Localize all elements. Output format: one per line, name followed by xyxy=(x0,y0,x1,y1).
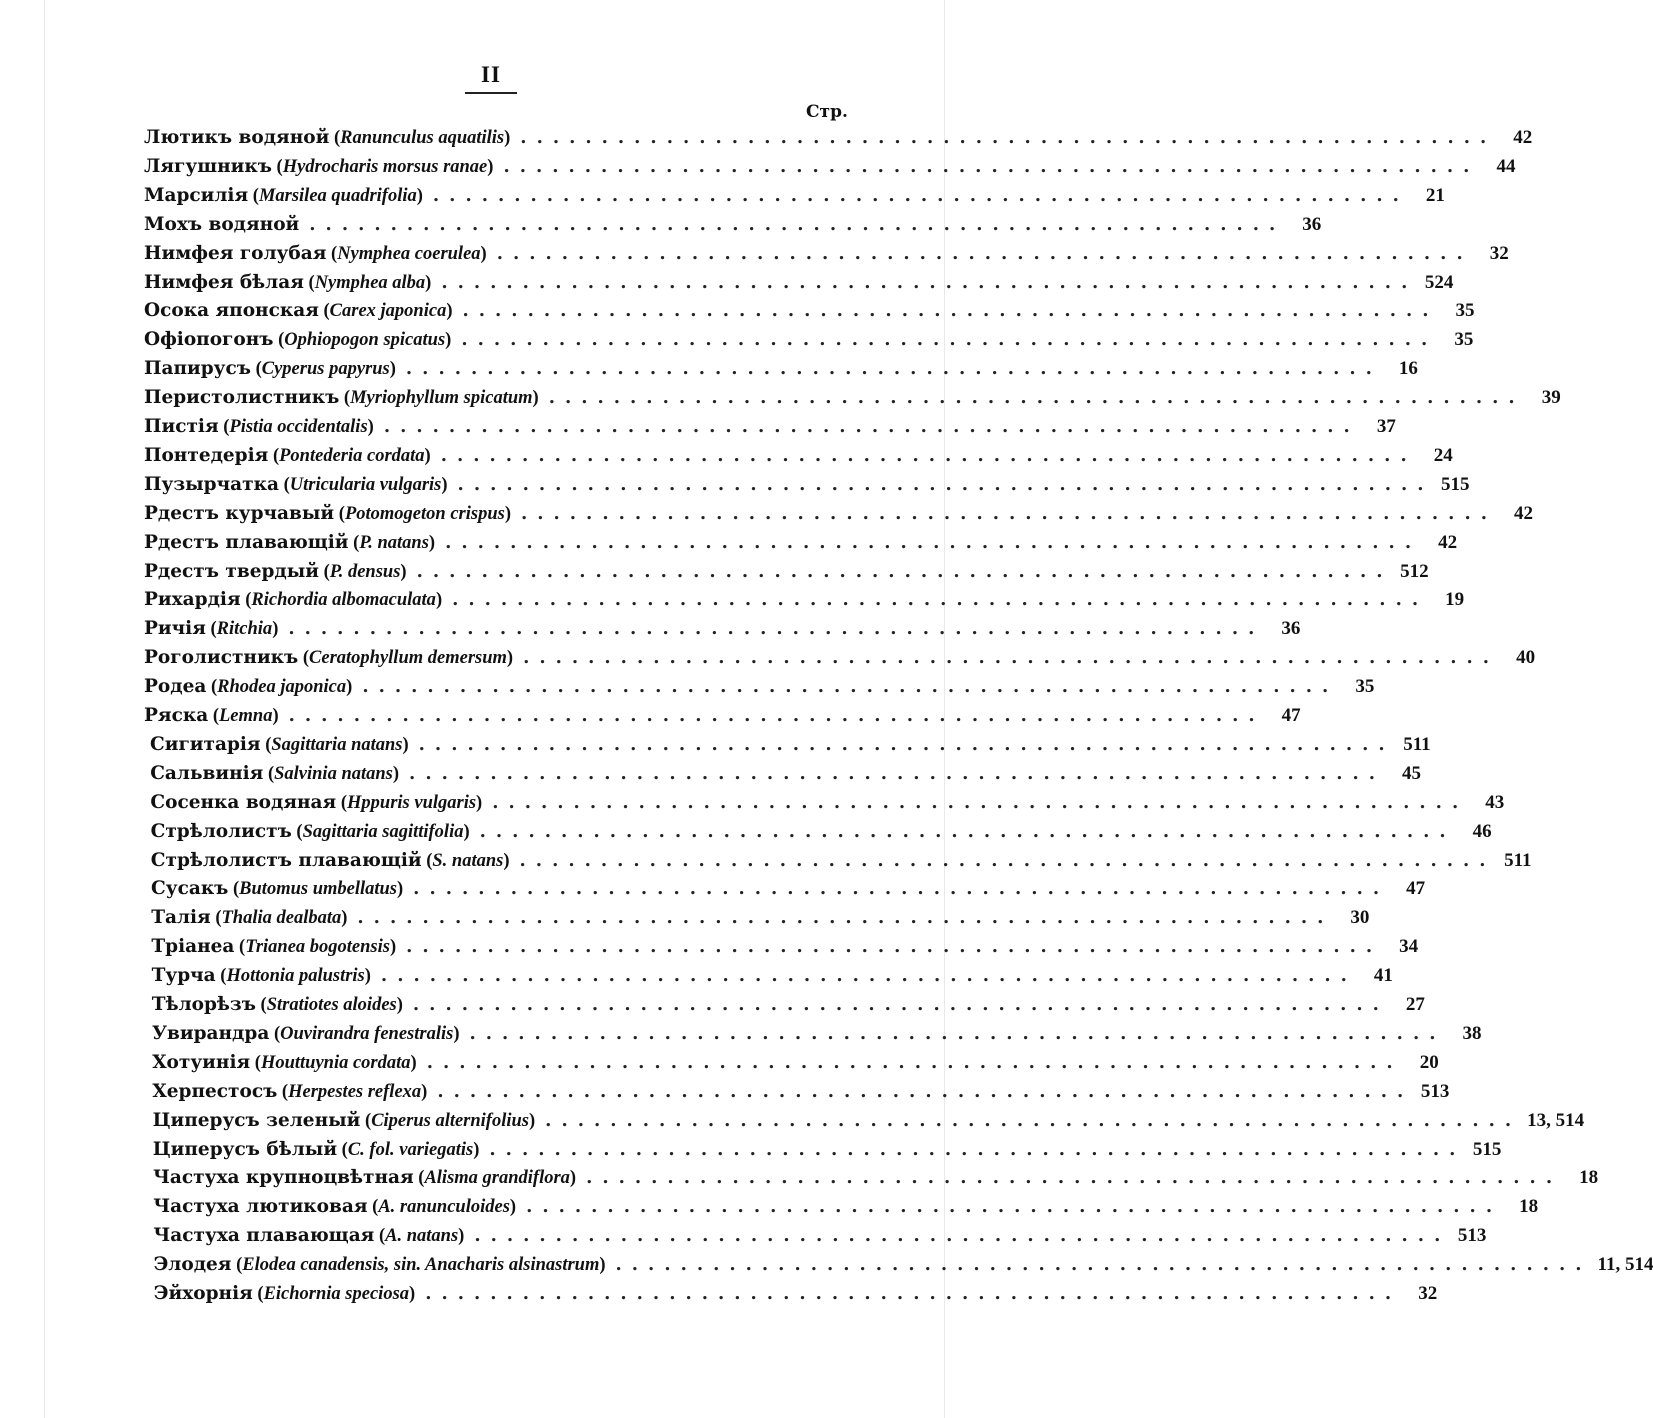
paren-close: ) xyxy=(509,1197,517,1218)
entry-latin-name: Utricularia vulgaris xyxy=(289,474,442,495)
index-entry xyxy=(153,1222,1487,1250)
paren-open: ( xyxy=(421,850,433,871)
paren-open: ( xyxy=(268,445,280,466)
dot-leader: ............................................................ xyxy=(409,762,1386,784)
entry-latin-name: Nymphea coerulea xyxy=(337,243,481,264)
dot-leader: ............................................................ xyxy=(489,1138,1466,1160)
entry-page-number: 11, 514 xyxy=(1597,1254,1653,1276)
paren-open: ( xyxy=(210,908,222,929)
paren-close: ) xyxy=(453,1023,460,1044)
index-entry xyxy=(150,731,1431,759)
entry-page-number: 35 xyxy=(1455,300,1475,322)
paren-open: ( xyxy=(208,706,219,726)
paren-open: ( xyxy=(271,156,283,177)
entry-russian-name: Тѣлорѣзъ xyxy=(151,994,256,1015)
entry-russian-name: Хотуинія xyxy=(152,1051,251,1073)
index-entry xyxy=(151,962,1393,990)
entry-latin-name: Sagittaria natans xyxy=(271,734,403,755)
paren-open: ( xyxy=(248,185,259,206)
dot-leader: ............................................................ xyxy=(523,647,1500,669)
index-entry xyxy=(144,529,1458,557)
index-entry xyxy=(152,1107,1585,1135)
dot-leader: ............................................................ xyxy=(548,387,1525,409)
entry-russian-name: Стрѣлолистъ xyxy=(150,820,292,842)
paren-close: ) xyxy=(346,677,353,698)
entry-page-number: 21 xyxy=(1425,184,1445,206)
entry-russian-name: Мохъ водяной xyxy=(144,213,300,235)
entry-page-number: 40 xyxy=(1516,647,1536,669)
entry-page-number: 36 xyxy=(1302,213,1322,235)
paren-close: ) xyxy=(529,1110,536,1131)
entry-latin-name: S. natans xyxy=(432,850,504,871)
entry-russian-name: Сосенка водяная xyxy=(150,791,337,813)
paren-open: ( xyxy=(360,1110,372,1131)
paren-close: ) xyxy=(367,417,374,437)
paren-open: ( xyxy=(278,474,290,495)
entry-russian-name: Понтедерія xyxy=(144,444,269,466)
entry-russian-name: Сальвинія xyxy=(150,762,264,784)
paren-open: ( xyxy=(339,388,351,409)
entry-russian-name: Лягушникъ xyxy=(144,155,272,177)
dot-leader: ............................................................ xyxy=(526,1196,1503,1218)
paren-close: ) xyxy=(389,359,396,380)
dot-leader: ............................................................ xyxy=(469,1022,1446,1044)
paren-open: ( xyxy=(367,1197,379,1218)
entry-russian-name: Частуха плавающая xyxy=(153,1225,375,1247)
paren-open: ( xyxy=(252,1284,264,1304)
paren-close: ) xyxy=(503,850,510,871)
entry-latin-name: Marsilea quadrifolia xyxy=(258,185,417,206)
entry-latin-name: Richordia albomaculata xyxy=(251,590,436,611)
entry-latin-name: Houttuynia cordata xyxy=(260,1052,411,1073)
index-entry xyxy=(144,673,1375,701)
entry-russian-name: Осока японская xyxy=(144,300,319,322)
index-entry xyxy=(151,991,1425,1019)
entry-page-number: 47 xyxy=(1281,705,1301,726)
index-entry xyxy=(151,875,1426,903)
entry-russian-name: Нимфея бѣлая xyxy=(144,271,304,293)
entry-latin-name: Trianea bogotensis xyxy=(245,937,390,958)
entry-russian-name: Рихардія xyxy=(144,589,241,611)
dot-leader: ............................................................ xyxy=(418,733,1395,755)
dot-leader: ............................................................ xyxy=(445,531,1422,553)
paren-open: ( xyxy=(348,532,360,553)
entry-page-number: 20 xyxy=(1419,1051,1439,1073)
paren-close: ) xyxy=(396,995,403,1015)
paren-open: ( xyxy=(298,648,310,669)
paren-close: ) xyxy=(435,590,443,611)
entry-russian-name: Ричія xyxy=(144,618,206,640)
dot-leader: ............................................................ xyxy=(503,155,1480,177)
entry-latin-name: Sagittaria sagittifolia xyxy=(302,821,464,842)
entry-latin-name: Eichornia speciosa xyxy=(263,1284,410,1304)
paren-open: ( xyxy=(336,792,348,813)
entry-latin-name: Hottonia palustris xyxy=(226,966,365,987)
index-entry xyxy=(144,702,1301,730)
entry-page-number: 18 xyxy=(1519,1196,1539,1218)
index-entry xyxy=(144,644,1536,672)
entry-latin-name: Cyperus papyrus xyxy=(261,359,390,380)
dot-leader: ............................................................ xyxy=(362,676,1339,698)
entry-page-number: 513 xyxy=(1457,1225,1487,1247)
entry-page-number: 34 xyxy=(1399,936,1419,958)
index-entry xyxy=(144,124,1533,152)
entry-page-number: 44 xyxy=(1496,155,1516,177)
paren-open: ( xyxy=(303,272,315,293)
entry-latin-name: Carex japonica xyxy=(329,301,447,322)
paren-close: ) xyxy=(473,1139,480,1160)
entry-page-number: 38 xyxy=(1462,1022,1482,1044)
paren-open: ( xyxy=(326,243,338,264)
paren-close: ) xyxy=(506,648,514,669)
paren-close: ) xyxy=(458,1226,465,1247)
entry-page-number: 24 xyxy=(1433,444,1453,466)
entry-page-number: 35 xyxy=(1454,329,1474,351)
dot-leader: ............................................................ xyxy=(405,358,1382,380)
entry-latin-name: Herpestes reflexa xyxy=(288,1081,422,1102)
index-entry xyxy=(153,1251,1653,1279)
index-entry xyxy=(144,471,1470,499)
dot-leader: ............................................................ xyxy=(426,1051,1403,1073)
entry-page-number: 47 xyxy=(1406,878,1426,900)
dot-leader: ............................................................ xyxy=(457,473,1434,495)
entry-page-number: 19 xyxy=(1445,589,1465,611)
index-entry xyxy=(152,1049,1439,1077)
entry-latin-name: Rhodea japonica xyxy=(217,677,347,698)
paren-close: ) xyxy=(341,908,348,929)
dot-leader: ............................................................ xyxy=(380,965,1357,987)
paren-close: ) xyxy=(397,879,404,900)
entry-russian-name: Пузырчатка xyxy=(144,473,279,495)
entry-russian-name: Талія xyxy=(151,907,211,929)
paren-close: ) xyxy=(599,1255,606,1276)
paren-close: ) xyxy=(445,330,452,351)
entry-latin-name: Butomus umbellatus xyxy=(239,879,397,900)
paren-open: ( xyxy=(277,1081,289,1102)
entry-latin-name: Ouvirandra fenestralis xyxy=(280,1023,454,1044)
paren-open: ( xyxy=(413,1168,425,1189)
entry-page-number: 42 xyxy=(1513,127,1533,148)
paren-close: ) xyxy=(410,1052,417,1073)
index-entry xyxy=(150,818,1492,846)
dot-leader: ............................................................ xyxy=(586,1167,1563,1189)
dot-leader: ............................................................ xyxy=(437,1080,1414,1102)
index-entry xyxy=(151,904,1370,932)
paren-open: ( xyxy=(255,995,267,1015)
paren-close: ) xyxy=(476,792,483,813)
entry-page-number: 515 xyxy=(1472,1138,1502,1160)
entry-page-number: 35 xyxy=(1355,676,1375,698)
entry-latin-name: Thalia dealbata xyxy=(221,908,342,929)
index-entry xyxy=(144,355,1418,383)
entry-page-number: 512 xyxy=(1400,560,1429,582)
entry-latin-name: P. natans xyxy=(359,532,429,553)
index-entry xyxy=(144,326,1474,354)
paren-close: ) xyxy=(364,966,371,987)
entry-russian-name: Ряска xyxy=(144,705,209,726)
entry-page-number: 39 xyxy=(1541,387,1561,409)
index-entry xyxy=(144,500,1533,528)
index-entry xyxy=(153,1193,1539,1221)
entry-page-number: 511 xyxy=(1504,849,1532,871)
entry-latin-name: Ciperus alternifolius xyxy=(371,1110,529,1131)
index-entry xyxy=(153,1164,1599,1192)
paren-open: ( xyxy=(240,590,252,611)
paren-close: ) xyxy=(392,763,400,784)
entry-latin-name: P. densus xyxy=(329,561,401,582)
index-entry xyxy=(144,442,1453,470)
entry-russian-name: Роголистникъ xyxy=(144,647,299,669)
entry-page-number: 16 xyxy=(1398,358,1418,380)
dot-leader: ............................................................ xyxy=(357,907,1334,929)
entry-latin-name: Hppuris vulgaris xyxy=(347,792,477,813)
entry-russian-name: Циперусъ зеленый xyxy=(152,1109,361,1131)
paren-open: ( xyxy=(234,937,246,958)
dot-leader: ............................................................ xyxy=(412,994,1389,1015)
entry-latin-name: Ranunculus aquatilis xyxy=(340,128,505,148)
entry-russian-name: Пистія xyxy=(144,416,219,437)
paren-open: ( xyxy=(206,677,218,698)
paren-close: ) xyxy=(400,561,407,582)
index-entry xyxy=(144,615,1301,643)
entry-latin-name: Stratiotes aloides xyxy=(266,995,397,1015)
paren-close: ) xyxy=(463,821,470,842)
index-entry xyxy=(144,269,1454,297)
index-entry xyxy=(144,297,1475,325)
dot-leader: ............................................................ xyxy=(406,936,1383,958)
entry-latin-name: A. ranunculoides xyxy=(378,1197,510,1218)
index-entry xyxy=(144,211,1322,239)
entry-russian-name: Увирандра xyxy=(152,1022,270,1044)
entry-latin-name: Myriophyllum spicatum xyxy=(350,388,533,409)
paren-open: ( xyxy=(337,1139,348,1160)
dot-leader: ............................................................ xyxy=(492,791,1469,813)
entry-page-number: 18 xyxy=(1579,1167,1599,1189)
entry-russian-name: Офіопогонъ xyxy=(144,329,274,351)
paren-close: ) xyxy=(416,185,423,206)
entry-page-number: 513 xyxy=(1420,1080,1450,1102)
paren-open: ( xyxy=(329,128,341,148)
paren-open: ( xyxy=(319,561,330,582)
entry-russian-name: Нимфея голубая xyxy=(144,242,327,264)
entry-russian-name: Херпестосъ xyxy=(152,1080,278,1102)
paren-close: ) xyxy=(272,619,279,640)
scan-edge-left xyxy=(44,0,45,1418)
entry-page-number: 42 xyxy=(1438,531,1458,553)
dot-leader: ............................................................ xyxy=(462,300,1439,322)
dot-leader: ............................................................ xyxy=(288,618,1265,640)
dot-leader: ............................................................ xyxy=(288,705,1265,726)
entry-russian-name: Циперусъ бѣлый xyxy=(152,1138,338,1160)
entry-page-number: 37 xyxy=(1376,416,1396,437)
entry-russian-name: Марсилія xyxy=(144,184,249,206)
entry-latin-name: Ceratophyllum demersum xyxy=(309,648,507,669)
entry-latin-name: Pistia occidentalis xyxy=(229,417,368,437)
index-entry xyxy=(144,413,1396,441)
index-entry xyxy=(144,384,1561,412)
entry-page-number: 30 xyxy=(1350,907,1370,929)
paren-close: ) xyxy=(425,272,432,293)
index-entry xyxy=(152,1078,1450,1106)
entry-russian-name: Рдестъ твердый xyxy=(144,560,319,582)
entry-latin-name: C. fol. variegatis xyxy=(347,1139,474,1160)
paren-open: ( xyxy=(269,1023,281,1044)
dot-leader: ............................................................ xyxy=(413,878,1390,900)
entry-russian-name: Папирусъ xyxy=(144,358,251,380)
paren-open: ( xyxy=(273,330,285,351)
paren-open: ( xyxy=(218,417,230,437)
entry-latin-name: Ophiopogon spicatus xyxy=(284,330,446,351)
entry-russian-name: Лютикъ водяной xyxy=(144,127,330,148)
dot-leader: ............................................................ xyxy=(474,1225,1451,1247)
entry-page-number: 524 xyxy=(1424,271,1454,293)
dot-leader: ............................................................ xyxy=(520,127,1497,148)
entry-page-number: 27 xyxy=(1405,994,1425,1015)
entry-latin-name: Lemna xyxy=(219,706,273,726)
paren-open: ( xyxy=(263,763,275,784)
entry-latin-name: Elodea canadensis, sin. Anacharis alsinastrum xyxy=(242,1255,600,1276)
paren-close: ) xyxy=(389,937,397,958)
entry-page-number: 32 xyxy=(1418,1283,1438,1304)
entry-russian-name: Турча xyxy=(151,965,216,987)
page-number-rule xyxy=(465,92,517,94)
entry-russian-name: Частуха крупноцвѣтная xyxy=(153,1167,414,1189)
entry-latin-name: A. natans xyxy=(385,1226,459,1247)
paren-close: ) xyxy=(409,1284,416,1304)
index-entry xyxy=(144,558,1429,586)
paren-close: ) xyxy=(569,1168,577,1189)
paren-close: ) xyxy=(532,388,539,409)
index-entry xyxy=(151,933,1419,961)
entry-russian-name: Частуха лютиковая xyxy=(153,1196,368,1218)
entry-russian-name: Сигитарія xyxy=(150,733,261,755)
index-entry xyxy=(150,847,1532,875)
entry-latin-name: Pontederia cordata xyxy=(279,445,425,466)
dot-leader: ............................................................ xyxy=(425,1283,1402,1304)
entry-russian-name: Родеа xyxy=(144,676,207,698)
paren-close: ) xyxy=(504,128,511,148)
index-entry xyxy=(150,789,1505,817)
paren-open: ( xyxy=(205,619,217,640)
index-entry xyxy=(144,182,1445,210)
dot-leader: ............................................................ xyxy=(309,213,1286,235)
entry-page-number: 41 xyxy=(1373,965,1393,987)
entry-russian-name: Перистолистникъ xyxy=(144,387,340,409)
dot-leader: ............................................................ xyxy=(452,589,1429,611)
entry-page-number: 511 xyxy=(1403,733,1431,755)
paren-open: ( xyxy=(215,966,227,987)
paren-close: ) xyxy=(421,1081,428,1102)
index-entry xyxy=(152,1020,1482,1048)
paren-open: ( xyxy=(260,734,272,755)
entry-page-number: 42 xyxy=(1513,502,1533,524)
paren-close: ) xyxy=(446,301,453,322)
entry-russian-name: Рдестъ курчавый xyxy=(144,502,335,524)
dot-leader: ............................................................ xyxy=(440,444,1417,466)
index-entry xyxy=(153,1280,1438,1308)
paren-open: ( xyxy=(374,1226,386,1247)
dot-leader: ............................................................ xyxy=(519,849,1496,871)
entry-latin-name: Nymphea alba xyxy=(314,272,426,293)
dot-leader: ............................................................ xyxy=(520,502,1497,524)
entry-russian-name: Тріанеа xyxy=(151,936,235,958)
dot-leader: ............................................................ xyxy=(441,271,1418,293)
entry-latin-name: Hydrocharis morsus ranae xyxy=(282,156,488,177)
paren-close: ) xyxy=(424,445,431,466)
entry-page-number: 43 xyxy=(1485,791,1505,813)
entry-page-number: 13, 514 xyxy=(1527,1109,1585,1131)
paren-close: ) xyxy=(272,706,279,726)
page-column-header: Стр. xyxy=(806,102,848,122)
dot-leader: ............................................................ xyxy=(461,329,1438,351)
entry-russian-name: Элодея xyxy=(153,1254,232,1276)
entry-page-number: 45 xyxy=(1402,762,1422,784)
index-entry xyxy=(144,153,1516,181)
entry-russian-name: Сусакъ xyxy=(151,878,229,900)
dot-leader: ............................................................ xyxy=(432,184,1409,206)
paren-open: ( xyxy=(250,359,262,380)
paren-close: ) xyxy=(441,474,448,495)
entry-page-number: 36 xyxy=(1281,618,1301,640)
entry-latin-name: Alisma grandiflora xyxy=(424,1168,570,1189)
dot-leader: ............................................................ xyxy=(479,820,1456,842)
page-number: II xyxy=(481,62,501,87)
index-entry xyxy=(152,1136,1502,1164)
entry-latin-name: Potomogeton crispus xyxy=(344,503,505,524)
dot-leader: ............................................................ xyxy=(416,560,1393,582)
paren-open: ( xyxy=(250,1052,261,1073)
dot-leader: ............................................................ xyxy=(496,242,1473,264)
entry-page-number: 515 xyxy=(1441,473,1470,495)
paren-close: ) xyxy=(504,503,511,524)
entry-page-number: 46 xyxy=(1472,820,1492,842)
dot-leader: ............................................................ xyxy=(383,416,1360,437)
entry-russian-name: Стрѣлолистъ плавающій xyxy=(150,849,422,871)
paren-open: ( xyxy=(334,503,345,524)
paren-close: ) xyxy=(487,156,494,177)
dot-leader: ............................................................ xyxy=(545,1109,1522,1131)
entry-latin-name: Salvinia natans xyxy=(274,763,393,784)
paren-open: ( xyxy=(231,1255,243,1276)
paren-close: ) xyxy=(402,734,409,755)
index-entry xyxy=(144,240,1509,268)
paren-open: ( xyxy=(291,821,303,842)
entry-page-number: 32 xyxy=(1489,242,1509,264)
paren-close: ) xyxy=(480,243,487,264)
entry-russian-name: Рдестъ плавающій xyxy=(144,531,349,553)
index-entry xyxy=(144,586,1465,614)
dot-leader: ............................................................ xyxy=(615,1254,1592,1276)
entry-latin-name: Ritchia xyxy=(216,619,273,640)
paren-open: ( xyxy=(228,879,240,900)
entry-russian-name: Эйхорнія xyxy=(153,1283,253,1304)
paren-open: ( xyxy=(318,301,330,322)
paren-close: ) xyxy=(428,532,436,553)
index-entry xyxy=(150,760,1422,788)
